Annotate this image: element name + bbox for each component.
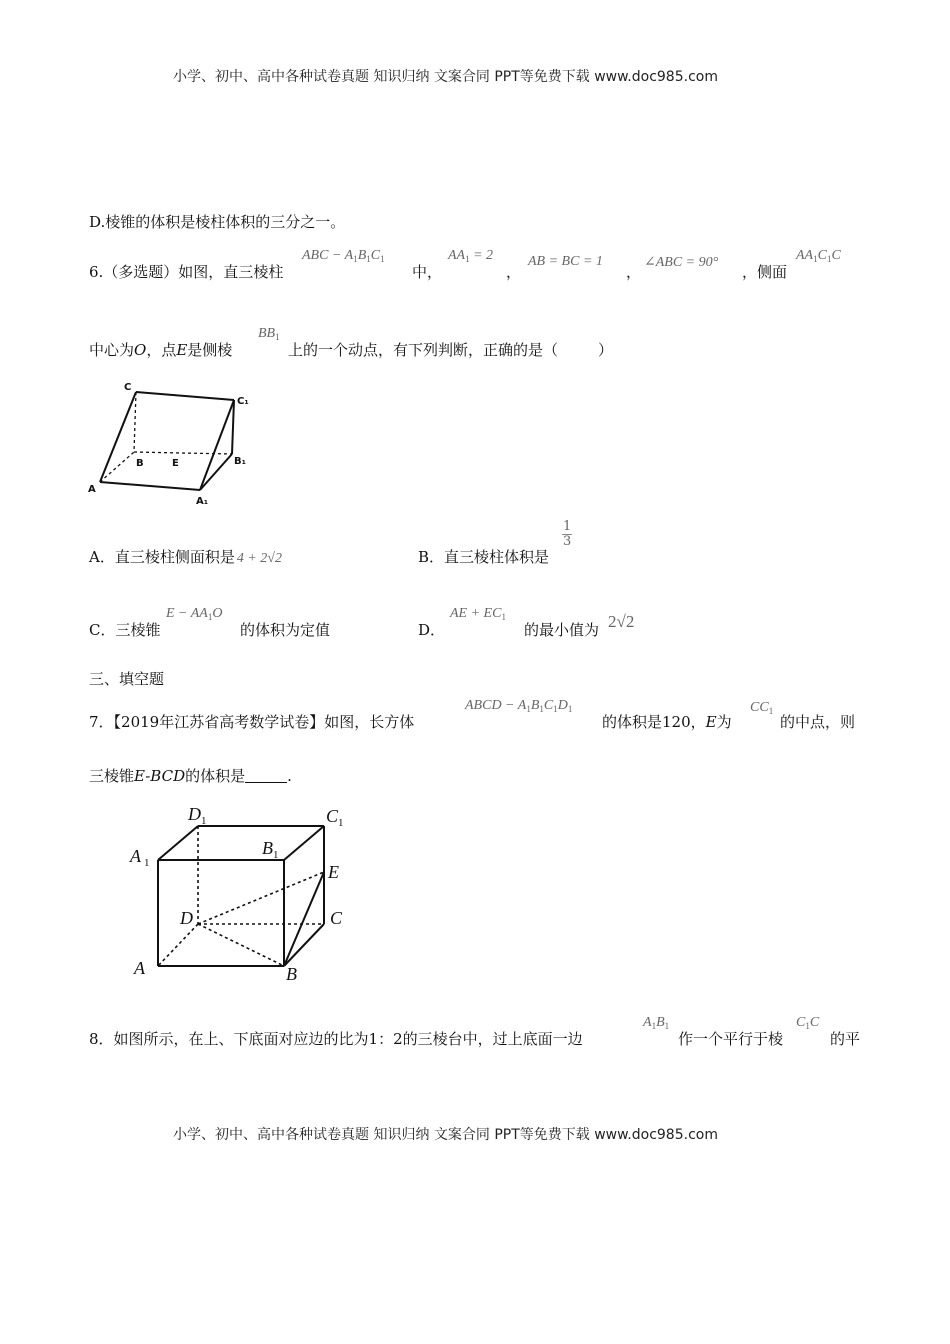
q7-fig-label-c: C: [330, 908, 343, 928]
q6-option-d-tail: 的最小值为: [524, 621, 600, 639]
q6-aa1-formula: $AA_1 = 2$: [448, 248, 494, 264]
q6-option-d-formula: AE + $EC_1$: [450, 606, 506, 622]
q6-option-c: C．三棱锥: [89, 621, 161, 639]
q8-tail: 的平: [830, 1030, 861, 1048]
q6-line2: 中心为O，点E是侧棱: [89, 341, 233, 359]
q6-angle-formula: ∠ABC = 90°: [644, 255, 719, 270]
q7-number: 7．【2019年江苏省高考数学试卷】如图，长方体: [89, 713, 415, 731]
section-3-title: 三、填空题: [89, 670, 165, 688]
q7-fig-label-d1: $D_1$: [188, 804, 207, 827]
q6-fig-label-b: B: [136, 458, 144, 469]
q6-bb1-formula: $BB_1$: [258, 326, 280, 342]
q6-comma-2: ，: [626, 263, 642, 281]
q6-option-a: A．直三棱柱侧面积是 4 + 2√2: [89, 548, 282, 566]
q6-fig-label-e: E: [172, 458, 179, 469]
q8-number: 8．如图所示，在上、下底面对应边的比为1：2的三棱台中，过上底面一边: [89, 1030, 583, 1048]
q7-fig-label-e: E: [328, 862, 339, 882]
q6-option-b-fraction: $\frac{1}{3}$: [563, 519, 572, 549]
q6-fig-label-c: C: [124, 382, 132, 393]
q7-cc1-formula: $CC_1$: [750, 700, 774, 716]
q6-number: 6.（多选题）如图，直三棱柱: [89, 263, 284, 281]
q6-comma-1: ，: [506, 263, 522, 281]
q7-tail: 的中点，则: [780, 713, 856, 731]
q6-side-label: ，侧面: [742, 263, 788, 281]
q6-option-b: B．直三棱柱体积是: [418, 548, 550, 566]
q7-line2: 三棱锥E-BCD的体积是 .: [89, 767, 292, 785]
q7-fig-label-d: D: [180, 908, 193, 928]
q7-fig-label-c1: $C_1$: [326, 806, 344, 829]
q7-answer-blank[interactable]: [245, 768, 287, 783]
q6-face-formula: $AA_1C_1C$: [796, 248, 841, 264]
q6-fig-label-c1: C₁: [237, 396, 249, 407]
q6-line1: [89, 262, 283, 282]
q7-fig-label-a: A: [134, 958, 145, 978]
q6-option-d: D．: [418, 621, 446, 639]
q6-mid-text: 中，: [412, 263, 443, 281]
q6-line2-tail: 上的一个动点，有下列判断，正确的是（ ）: [288, 341, 614, 359]
q6-prism-figure: [84, 378, 264, 512]
q6-prism-formula: ABC − $A_1B_1C_1$: [302, 248, 385, 264]
q7-cuboid-figure: [126, 800, 366, 988]
q6-fig-label-a1: A₁: [196, 496, 209, 507]
q6-option-d-value: 2√2: [608, 612, 635, 631]
page-footer: 小学、初中、高中各种试卷真题 知识归纳 文案合同 PPT等免费下载 www.doc985.com: [173, 1127, 718, 1143]
q6-ab-bc-formula: AB = BC = 1: [528, 254, 603, 269]
q5-option-d: D.棱锥的体积是棱柱体积的三分之一。: [89, 213, 346, 231]
q6-fig-label-b1: B₁: [234, 456, 247, 467]
page-header: 小学、初中、高中各种试卷真题 知识归纳 文案合同 PPT等免费下载 www.doc985.com: [173, 69, 718, 85]
q7-fig-label-b1: $B_1$: [262, 838, 279, 861]
q7-fig-label-b: B: [286, 964, 297, 984]
q8-c1c-formula: $C_1C$: [796, 1015, 820, 1031]
q8-a1b1-formula: $A_1B_1$: [643, 1015, 670, 1031]
q6-option-c-formula: $E - AA_1O$: [166, 606, 223, 622]
q6-fig-label-a: A: [88, 484, 96, 495]
q7-mid-text: 的体积是120，E为: [602, 713, 732, 731]
q6-option-c-tail: 的体积为定值: [240, 621, 331, 639]
q7-fig-label-a1: A $_1$: [130, 846, 150, 869]
q8-mid-text: 作一个平行于棱: [678, 1030, 784, 1048]
q7-box-formula: ABCD − $A_1B_1C_1D_1$: [465, 698, 573, 714]
